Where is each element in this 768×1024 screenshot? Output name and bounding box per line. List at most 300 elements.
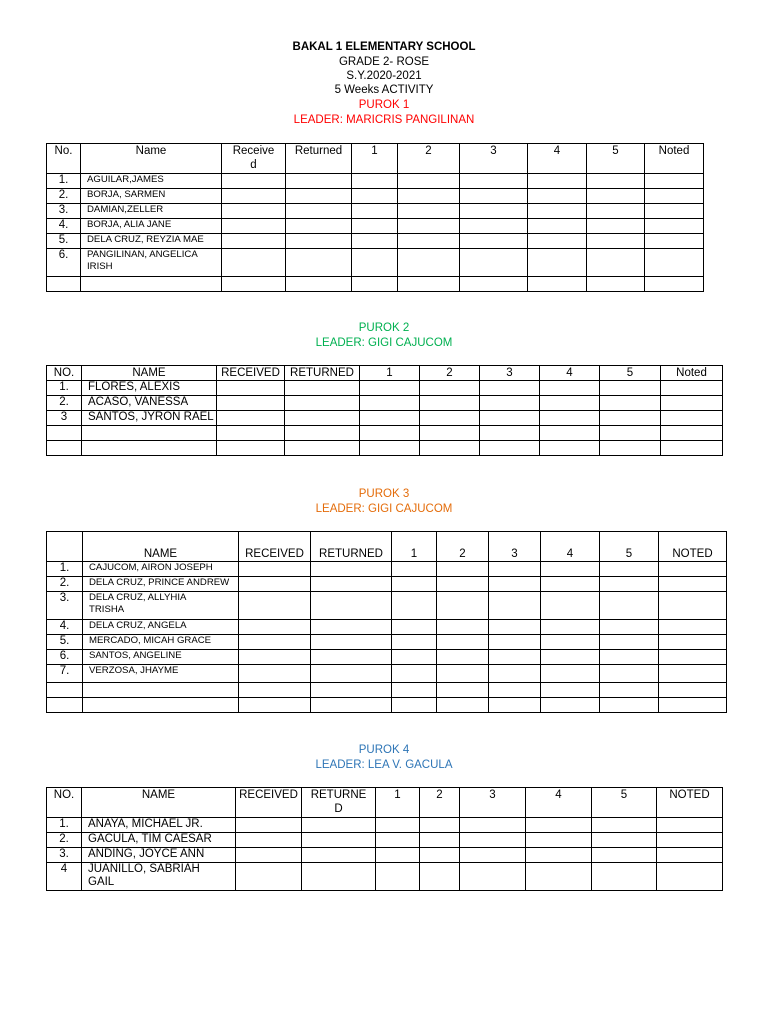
entry-cell <box>659 635 727 650</box>
entry-cell <box>489 665 541 683</box>
entry-cell <box>645 204 704 219</box>
entry-cell <box>661 396 723 411</box>
entry-cell <box>592 833 657 848</box>
table-row <box>47 396 723 411</box>
entry-cell <box>352 234 398 249</box>
entry-cell <box>657 863 723 891</box>
entry-cell <box>528 234 587 249</box>
entry-cell <box>437 620 489 635</box>
entry-cell <box>526 848 592 863</box>
entry-cell <box>659 698 727 713</box>
row-number: 3. <box>47 848 82 863</box>
purok2-leader: LEADER: GIGI CAJUCOM <box>315 337 453 349</box>
entry-cell <box>376 833 420 848</box>
entry-cell <box>398 249 460 277</box>
entry-cell <box>460 189 528 204</box>
column-header: NAME <box>83 532 239 562</box>
school-year: S.Y.2020-2021 <box>346 70 422 82</box>
entry-cell <box>285 426 360 441</box>
entry-cell <box>541 592 600 620</box>
entry-cell <box>217 381 285 396</box>
table-row <box>47 620 727 635</box>
entry-cell <box>217 441 285 456</box>
entry-cell <box>239 650 311 665</box>
entry-cell <box>352 204 398 219</box>
entry-cell <box>420 441 480 456</box>
entry-cell <box>645 234 704 249</box>
table-header-row <box>47 788 723 818</box>
entry-cell <box>489 562 541 577</box>
entry-cell <box>659 577 727 592</box>
entry-cell <box>286 219 352 234</box>
column-header: NO. <box>47 366 82 381</box>
entry-cell <box>360 411 420 426</box>
row-number: 7. <box>47 665 83 683</box>
column-header: No. <box>47 144 81 174</box>
table-row <box>47 863 723 891</box>
entry-cell <box>540 441 600 456</box>
purok1-title: PUROK 1 <box>358 99 410 111</box>
entry-cell <box>236 863 302 891</box>
entry-cell <box>659 562 727 577</box>
entry-cell <box>526 818 592 833</box>
student-name: FLORES, ALEXIS <box>82 381 217 396</box>
entry-cell <box>489 650 541 665</box>
row-number: 5. <box>47 234 81 249</box>
table-row <box>47 562 727 577</box>
table-row <box>47 698 727 713</box>
column-header: 4 <box>540 366 600 381</box>
student-name <box>83 683 239 698</box>
entry-cell <box>437 650 489 665</box>
entry-cell <box>587 249 645 277</box>
entry-cell <box>600 577 659 592</box>
table-row <box>47 818 723 833</box>
entry-cell <box>526 863 592 891</box>
entry-cell <box>645 219 704 234</box>
entry-cell <box>392 665 437 683</box>
table-row <box>47 277 704 292</box>
entry-cell <box>528 219 587 234</box>
entry-cell <box>587 174 645 189</box>
school-name: BAKAL 1 ELEMENTARY SCHOOL <box>292 41 476 53</box>
entry-cell <box>528 277 587 292</box>
column-header: 5 <box>600 532 659 562</box>
entry-cell <box>360 441 420 456</box>
student-name: SANTOS, ANGELINE <box>83 650 239 665</box>
table-row <box>47 683 727 698</box>
entry-cell <box>661 381 723 396</box>
entry-cell <box>460 277 528 292</box>
entry-cell <box>600 665 659 683</box>
entry-cell <box>392 592 437 620</box>
column-header: RECEIVED <box>217 366 285 381</box>
entry-cell <box>302 863 376 891</box>
row-number: 5. <box>47 635 83 650</box>
row-number: 4. <box>47 219 81 234</box>
entry-cell <box>645 174 704 189</box>
column-header: Receive d <box>222 144 286 174</box>
entry-cell <box>661 441 723 456</box>
entry-cell <box>217 396 285 411</box>
column-header: 2 <box>398 144 460 174</box>
entry-cell <box>376 818 420 833</box>
row-number: 6. <box>47 249 81 277</box>
entry-cell <box>285 396 360 411</box>
table-row <box>47 441 723 456</box>
entry-cell <box>311 683 392 698</box>
entry-cell <box>645 189 704 204</box>
entry-cell <box>420 396 480 411</box>
entry-cell <box>239 665 311 683</box>
purok3-leader: LEADER: GIGI CAJUCOM <box>315 503 453 515</box>
entry-cell <box>420 848 460 863</box>
entry-cell <box>392 562 437 577</box>
column-header: NO. <box>47 788 82 818</box>
column-header: 1 <box>392 532 437 562</box>
entry-cell <box>352 219 398 234</box>
row-number: 3. <box>47 592 83 620</box>
entry-cell <box>311 635 392 650</box>
entry-cell <box>222 189 286 204</box>
entry-cell <box>311 650 392 665</box>
column-header: NOTED <box>657 788 723 818</box>
column-header: RECEIVED <box>236 788 302 818</box>
column-header: 5 <box>587 144 645 174</box>
entry-cell <box>600 635 659 650</box>
student-name: DELA CRUZ, ANGELA <box>83 620 239 635</box>
entry-cell <box>600 396 661 411</box>
entry-cell <box>657 833 723 848</box>
student-name: GACULA, TIM CAESAR <box>82 833 236 848</box>
entry-cell <box>600 683 659 698</box>
entry-cell <box>460 249 528 277</box>
row-number: 2. <box>47 396 82 411</box>
entry-cell <box>460 863 526 891</box>
purok1-leader: LEADER: MARICRIS PANGILINAN <box>293 114 475 126</box>
table-row <box>47 219 704 234</box>
entry-cell <box>541 620 600 635</box>
entry-cell <box>659 592 727 620</box>
entry-cell <box>239 620 311 635</box>
entry-cell <box>592 863 657 891</box>
table-row <box>47 577 727 592</box>
entry-cell <box>460 219 528 234</box>
entry-cell <box>541 665 600 683</box>
column-header: Noted <box>661 366 723 381</box>
row-number: 2. <box>47 577 83 592</box>
entry-cell <box>659 650 727 665</box>
entry-cell <box>311 562 392 577</box>
entry-cell <box>239 577 311 592</box>
column-header: NAME <box>82 366 217 381</box>
entry-cell <box>645 249 704 277</box>
entry-cell <box>217 426 285 441</box>
entry-cell <box>286 234 352 249</box>
entry-cell <box>360 396 420 411</box>
table-row <box>47 848 723 863</box>
entry-cell <box>222 219 286 234</box>
entry-cell <box>392 620 437 635</box>
student-name: SANTOS, JYRON RAEL <box>82 411 217 426</box>
column-header: 4 <box>528 144 587 174</box>
entry-cell <box>286 174 352 189</box>
column-header: RETURNE D <box>302 788 376 818</box>
column-header: 5 <box>600 366 661 381</box>
entry-cell <box>659 620 727 635</box>
table-row <box>47 381 723 396</box>
entry-cell <box>286 189 352 204</box>
entry-cell <box>587 219 645 234</box>
entry-cell <box>398 174 460 189</box>
entry-cell <box>437 683 489 698</box>
column-header: 2 <box>437 532 489 562</box>
row-number: 1. <box>47 562 83 577</box>
student-name: ANDING, JOYCE ANN <box>82 848 236 863</box>
entry-cell <box>392 698 437 713</box>
entry-cell <box>541 683 600 698</box>
entry-cell <box>587 204 645 219</box>
row-number <box>47 441 82 456</box>
activity-title: 5 Weeks ACTIVITY <box>334 84 434 96</box>
entry-cell <box>311 665 392 683</box>
column-header: RECEIVED <box>239 532 311 562</box>
entry-cell <box>528 174 587 189</box>
column-header: 3 <box>489 532 541 562</box>
student-name: DELA CRUZ, ALLYHIA TRISHA <box>83 592 239 620</box>
purok1-table <box>46 143 704 292</box>
entry-cell <box>480 426 540 441</box>
purok2-title: PUROK 2 <box>358 322 410 334</box>
entry-cell <box>645 277 704 292</box>
entry-cell <box>489 635 541 650</box>
entry-cell <box>239 698 311 713</box>
row-number <box>47 426 82 441</box>
student-name: DAMIAN,ZELLER <box>81 204 222 219</box>
entry-cell <box>398 189 460 204</box>
entry-cell <box>420 833 460 848</box>
student-name: MERCADO, MICAH GRACE <box>83 635 239 650</box>
entry-cell <box>239 635 311 650</box>
entry-cell <box>600 426 661 441</box>
table-row <box>47 189 704 204</box>
entry-cell <box>352 277 398 292</box>
entry-cell <box>239 562 311 577</box>
entry-cell <box>600 562 659 577</box>
entry-cell <box>420 426 480 441</box>
student-name: CAJUCOM, AIRON JOSEPH <box>83 562 239 577</box>
entry-cell <box>392 577 437 592</box>
row-number: 1. <box>47 818 82 833</box>
row-number <box>47 277 81 292</box>
entry-cell <box>352 174 398 189</box>
entry-cell <box>587 189 645 204</box>
entry-cell <box>489 683 541 698</box>
entry-cell <box>376 863 420 891</box>
row-number: 1. <box>47 381 82 396</box>
row-number: 2. <box>47 833 82 848</box>
grade-section: GRADE 2- ROSE <box>338 56 430 68</box>
entry-cell <box>592 818 657 833</box>
column-header: 1 <box>376 788 420 818</box>
entry-cell <box>587 234 645 249</box>
student-name: BORJA, ALIA JANE <box>81 219 222 234</box>
column-header: 4 <box>541 532 600 562</box>
column-header: 5 <box>592 788 657 818</box>
entry-cell <box>437 665 489 683</box>
entry-cell <box>489 592 541 620</box>
entry-cell <box>420 818 460 833</box>
column-header <box>47 532 83 562</box>
entry-cell <box>540 396 600 411</box>
entry-cell <box>541 650 600 665</box>
student-name: JUANILLO, SABRIAH GAIL <box>82 863 236 891</box>
student-name <box>82 441 217 456</box>
entry-cell <box>285 411 360 426</box>
row-number <box>47 698 83 713</box>
entry-cell <box>540 381 600 396</box>
table-row <box>47 592 727 620</box>
entry-cell <box>286 277 352 292</box>
entry-cell <box>480 396 540 411</box>
entry-cell <box>392 683 437 698</box>
entry-cell <box>600 381 661 396</box>
table-row <box>47 249 704 277</box>
entry-cell <box>600 620 659 635</box>
entry-cell <box>236 833 302 848</box>
entry-cell <box>398 204 460 219</box>
entry-cell <box>659 665 727 683</box>
column-header: 1 <box>352 144 398 174</box>
entry-cell <box>222 249 286 277</box>
column-header: NAME <box>82 788 236 818</box>
student-name: ANAYA, MICHAEL JR. <box>82 818 236 833</box>
entry-cell <box>398 219 460 234</box>
student-name: AGUILAR,JAMES <box>81 174 222 189</box>
entry-cell <box>392 635 437 650</box>
table-header-row <box>47 144 704 174</box>
entry-cell <box>437 577 489 592</box>
entry-cell <box>239 592 311 620</box>
student-name <box>81 277 222 292</box>
entry-cell <box>222 234 286 249</box>
entry-cell <box>480 381 540 396</box>
purok3-table <box>46 531 727 713</box>
entry-cell <box>600 698 659 713</box>
entry-cell <box>302 833 376 848</box>
entry-cell <box>286 204 352 219</box>
student-name: ACASO, VANESSA <box>82 396 217 411</box>
entry-cell <box>659 683 727 698</box>
entry-cell <box>398 234 460 249</box>
column-header: RETURNED <box>285 366 360 381</box>
entry-cell <box>661 426 723 441</box>
column-header: 3 <box>460 144 528 174</box>
column-header: 3 <box>480 366 540 381</box>
table-row <box>47 234 704 249</box>
entry-cell <box>489 620 541 635</box>
entry-cell <box>541 635 600 650</box>
entry-cell <box>352 249 398 277</box>
column-header: 1 <box>360 366 420 381</box>
entry-cell <box>311 620 392 635</box>
row-number <box>47 683 83 698</box>
entry-cell <box>311 592 392 620</box>
student-name: DELA CRUZ, PRINCE ANDREW <box>83 577 239 592</box>
row-number: 4. <box>47 620 83 635</box>
entry-cell <box>352 189 398 204</box>
entry-cell <box>236 818 302 833</box>
entry-cell <box>437 698 489 713</box>
entry-cell <box>528 189 587 204</box>
purok4-table <box>46 787 723 891</box>
student-name: VERZOSA, JHAYME <box>83 665 239 683</box>
entry-cell <box>360 426 420 441</box>
student-name <box>82 426 217 441</box>
student-name: BORJA, SARMEN <box>81 189 222 204</box>
student-name: PANGILINAN, ANGELICA IRISH <box>81 249 222 277</box>
entry-cell <box>285 441 360 456</box>
entry-cell <box>437 592 489 620</box>
purok2-table <box>46 365 723 456</box>
entry-cell <box>480 441 540 456</box>
entry-cell <box>587 277 645 292</box>
row-number: 2. <box>47 189 81 204</box>
purok3-title: PUROK 3 <box>358 488 410 500</box>
entry-cell <box>526 833 592 848</box>
entry-cell <box>657 818 723 833</box>
entry-cell <box>236 848 302 863</box>
purok4-title: PUROK 4 <box>358 744 410 756</box>
column-header: Noted <box>645 144 704 174</box>
entry-cell <box>460 204 528 219</box>
table-row <box>47 635 727 650</box>
entry-cell <box>541 577 600 592</box>
entry-cell <box>528 249 587 277</box>
entry-cell <box>541 698 600 713</box>
row-number: 3 <box>47 411 82 426</box>
row-number: 1. <box>47 174 81 189</box>
entry-cell <box>657 848 723 863</box>
entry-cell <box>592 848 657 863</box>
entry-cell <box>302 818 376 833</box>
column-header: 4 <box>526 788 592 818</box>
entry-cell <box>460 833 526 848</box>
entry-cell <box>541 562 600 577</box>
entry-cell <box>600 650 659 665</box>
entry-cell <box>420 411 480 426</box>
entry-cell <box>460 848 526 863</box>
entry-cell <box>460 818 526 833</box>
entry-cell <box>600 411 661 426</box>
entry-cell <box>489 577 541 592</box>
entry-cell <box>420 381 480 396</box>
table-row <box>47 833 723 848</box>
table-row <box>47 665 727 683</box>
entry-cell <box>311 698 392 713</box>
entry-cell <box>540 411 600 426</box>
column-header: RETURNED <box>311 532 392 562</box>
table-row <box>47 411 723 426</box>
table-header-row <box>47 532 727 562</box>
column-header: Name <box>81 144 222 174</box>
column-header: 3 <box>460 788 526 818</box>
entry-cell <box>460 174 528 189</box>
entry-cell <box>286 249 352 277</box>
entry-cell <box>398 277 460 292</box>
entry-cell <box>285 381 360 396</box>
entry-cell <box>360 381 420 396</box>
